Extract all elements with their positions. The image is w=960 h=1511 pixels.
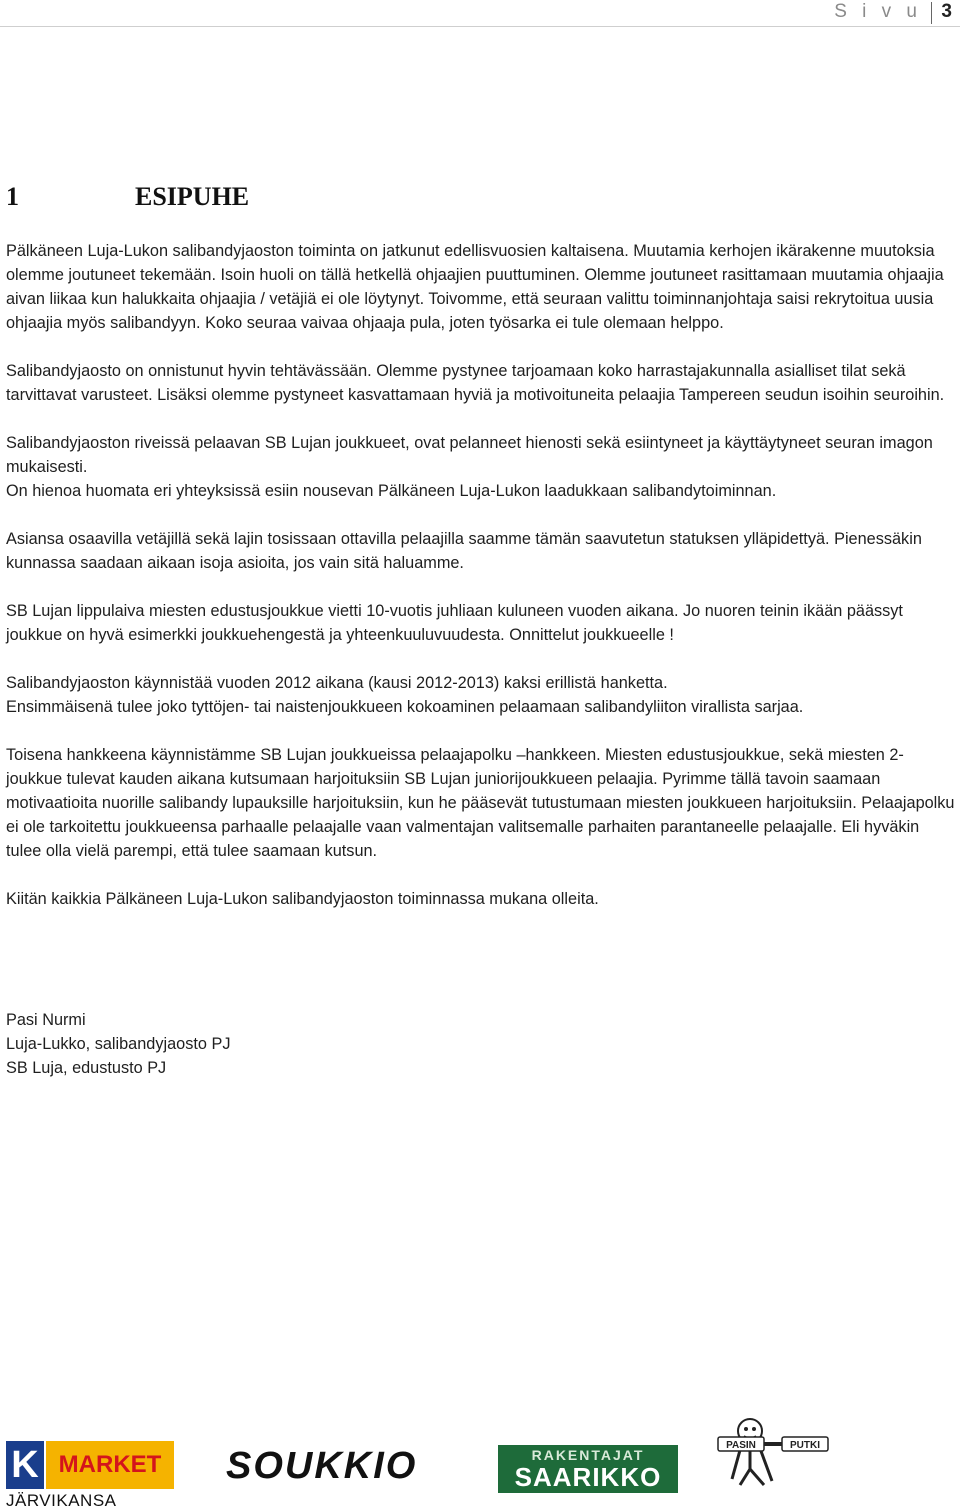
paragraph: Kiitän kaikkia Pälkäneen Luja-Lukon salibandyjaoston toiminnassa mukana olleita. <box>6 890 599 908</box>
page-label: S i v u <box>834 1 922 22</box>
paragraph: Salibandyjaoston käynnistää vuoden 2012 aikana (kausi 2012-2013) kaksi erillistä hanketta. <box>6 674 668 692</box>
paragraph: SB Lujan lippulaiva miesten edustusjoukkue vietti 10-vuotis juhliaan kuluneen vuoden aikana. Jo nuoren teinin ikään päässyt joukkue on hyvä esimerkki joukkuehengestä ja yhteenkuuluvuudesta. Onnittelut joukkueelle ! <box>6 602 903 644</box>
document-body <box>6 239 956 911</box>
page-number: 3 <box>941 1 952 22</box>
signature-role: Luja-Lukko, salibandyjaosto PJ <box>6 1035 231 1053</box>
signature-name: Pasi Nurmi <box>6 1011 86 1029</box>
section-heading <box>6 182 249 212</box>
signature-role: SB Luja, edustusto PJ <box>6 1059 167 1077</box>
pasin-putki-logo <box>712 1409 832 1489</box>
paragraph: Pälkäneen Luja-Lukon salibandyjaoston toiminta on jatkunut edellisvuosien kaltaisena. Muutamia kerhojen ikärakenne muutoksia olemme joutuneet tekemään. Isoin huoli on tällä hetkellä ohjaajien puuttuminen. Olemme joutuneet rasittamaan muutamia ohjaajia aivan liikaa kun halukkaita ohjaajia / vetäjiä ei ole löytynyt. Toivomme, että seuraan valittu toiminnanjohtaja saisi rekrytoitua uusia ohjaajia myös salibandyyn. Koko seuraa vaivaa ohjaaja pula, joten työsarka ei tule olemaan helppo. <box>6 242 944 332</box>
paragraph: Salibandyjaoston riveissä pelaavan SB Lujan joukkueet, ovat pelanneet hienosti sekä esiintyneet ja käyttäytyneet seuran imagon mukaisesti. <box>6 434 933 476</box>
signature-block <box>6 1008 230 1080</box>
paragraph: Ensimmäisenä tulee joko tyttöjen- tai naistenjoukkueen kokoaminen pelaamaan salibandyliiton virallista sarjaa. <box>6 698 804 716</box>
saarikko-bottom: SAARIKKO <box>514 1462 662 1492</box>
kmarket-logo <box>6 1441 174 1489</box>
paragraph: On hienoa huomata eri yhteyksissä esiin nousevan Pälkäneen Luja-Lukon laadukkaan salibandytoiminnan. <box>6 482 777 500</box>
kmarket-market: MARKET <box>46 1441 174 1489</box>
saarikko-logo <box>498 1445 678 1493</box>
paragraph: Toisena hankkeena käynnistämme SB Lujan joukkueissa pelaajapolku –hankkeen. Miesten edustusjoukkue, sekä miesten 2-joukkue tulevat kauden aikana kutsumaan harjoituksiin SB Lujan juniorijoukkueen pelaajia. Pyrimme tällä tavoin saamaan motivaatioita nuorille salibandy lupauksille harjoituksiin, kun he pääsevät tutustumaan miesten joukkueen harjoituksiin. Pelaajapolku ei ole tarkoitettu joukkueensa parhaalle pelaajalle vaan valmentajan valitsemalle parhaiten parantaneelle pelaajalle. Eli hyväkin tulee olla vielä parempi, että tulee saamaan kutsun. <box>6 746 955 860</box>
section-title: ESIPUHE <box>135 182 250 211</box>
kmarket-k: K <box>6 1441 44 1489</box>
paragraph: Asiansa osaavilla vetäjillä sekä lajin tosissaan ottavilla pelaajilla saamme tämän saavutetun statuksen ylläpidettyä. Pienessäkin kunnassa saadaan aikaan isoja asioita, jos vain sitä haluamme. <box>6 530 922 572</box>
pasin-left-text: PASIN <box>726 1440 756 1451</box>
soukkio-logo: SOUKKIO <box>226 1445 418 1487</box>
kmarket-location: JÄRVIKANSA <box>6 1491 117 1510</box>
page-header <box>0 0 960 27</box>
page-number-divider <box>931 2 932 24</box>
paragraph: Salibandyjaosto on onnistunut hyvin tehtävässään. Olemme pystynee tarjoamaan koko harrastajakunnalla asialliset tilat sekä tarvittavat varusteet. Lisäksi olemme pystyneet kasvattamaan hyviä ja motivoituneita pelaajia Tampereen seudun isoihin seuroihin. <box>6 362 945 404</box>
sponsor-logos <box>0 1405 960 1511</box>
saarikko-top: RAKENTAJAT <box>531 1447 645 1463</box>
pasin-right-text: PUTKI <box>790 1440 820 1451</box>
section-number: 1 <box>6 182 19 211</box>
